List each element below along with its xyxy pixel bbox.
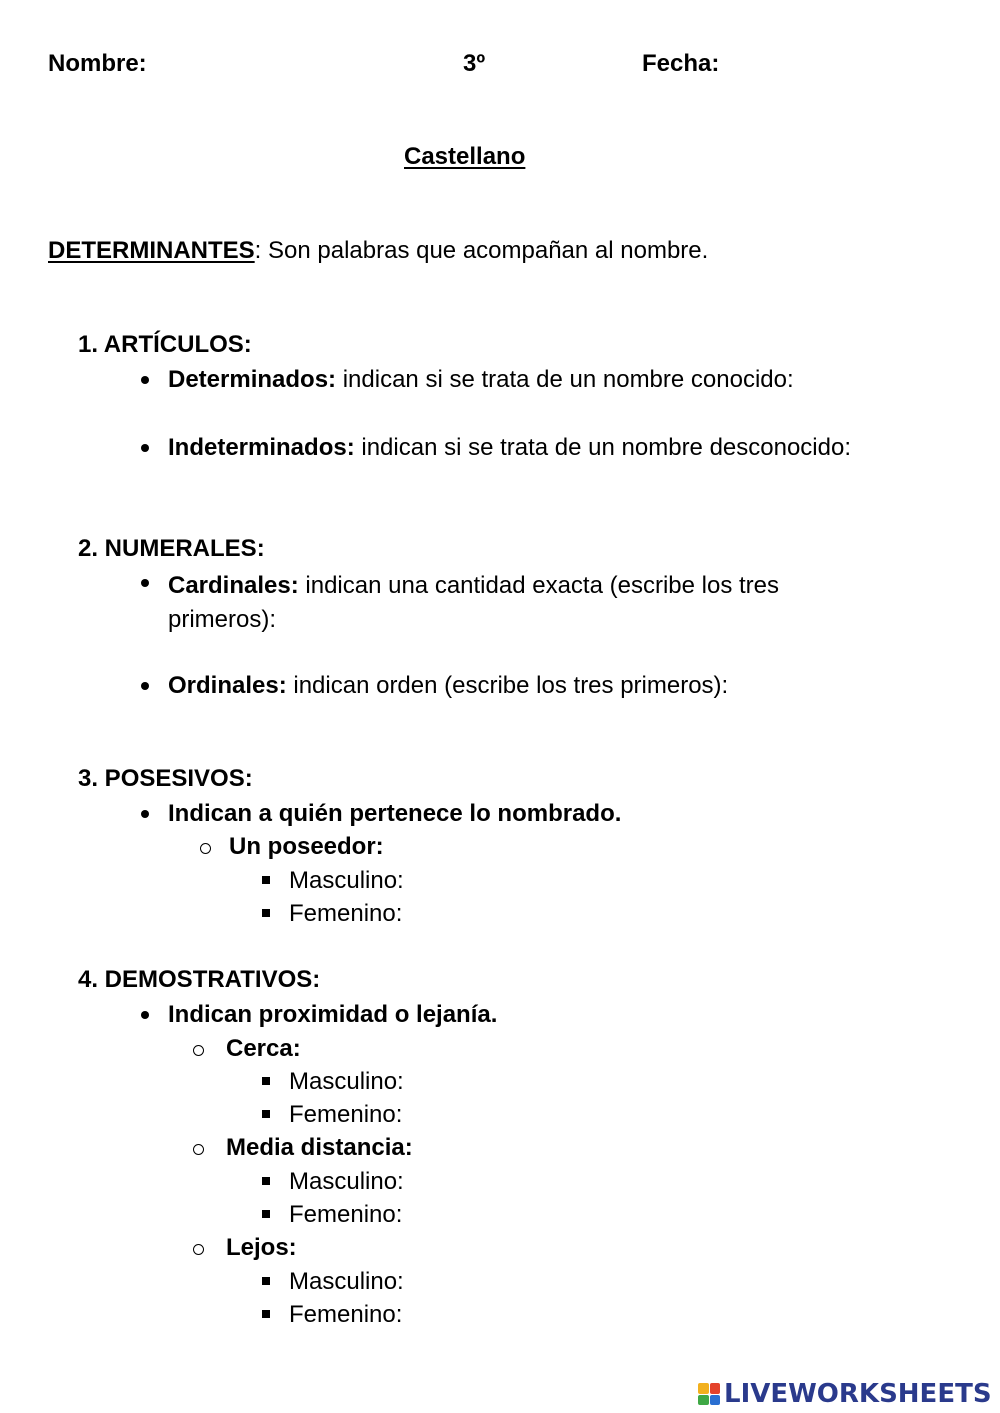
name-label: Nombre: (48, 50, 147, 77)
watermark-text: LIVEWORKSHEETS (724, 1379, 992, 1409)
posesivos-masculino: Masculino: (289, 867, 404, 894)
lejos-femenino: Femenino: (289, 1301, 403, 1328)
demostrativos-lead: Indican proximidad o lejanía. (168, 1001, 498, 1028)
lejos-label: Lejos: (226, 1234, 297, 1261)
cerca-label: Cerca: (226, 1035, 301, 1062)
bullet-dot-icon (141, 1011, 149, 1019)
cerca-masculino: Masculino: (289, 1068, 404, 1095)
bullet-circle-icon (193, 1144, 204, 1155)
liveworksheets-mark-icon (698, 1383, 720, 1405)
bullet-dot-icon (141, 810, 149, 818)
section-heading-articulos: 1. ARTÍCULOS: (78, 331, 252, 358)
bullet-dot-icon (141, 444, 149, 452)
item-text: indican si se trata de un nombre desconocido: (354, 434, 852, 461)
bullet-square-icon (262, 1210, 270, 1218)
item-term: Cardinales: (168, 572, 299, 599)
lejos-masculino: Masculino: (289, 1268, 404, 1295)
intro-line (48, 237, 708, 265)
bullet-square-icon (262, 1077, 270, 1085)
item-text: indican orden (escribe los tres primeros): (286, 672, 729, 699)
bullet-circle-icon (193, 1244, 204, 1255)
media-masculino: Masculino: (289, 1168, 404, 1195)
cerca-femenino: Femenino: (289, 1101, 403, 1128)
bullet-square-icon (262, 1110, 270, 1118)
bullet-square-icon (262, 876, 270, 884)
page-title: Castellano (404, 143, 526, 170)
intro-term: DETERMINANTES (48, 237, 255, 264)
bullet-square-icon (262, 1310, 270, 1318)
item-term: Determinados: (168, 366, 337, 393)
bullet-circle-icon (193, 1045, 204, 1056)
list-item-ordinales (168, 672, 728, 700)
posesivos-lead: Indican a quién pertenece lo nombrado. (168, 800, 622, 827)
bullet-dot-icon (141, 579, 149, 587)
grade-label: 3º (463, 50, 486, 77)
item-term: Ordinales: (168, 672, 287, 699)
liveworksheets-logo (698, 1378, 992, 1410)
date-label: Fecha: (642, 50, 720, 77)
list-item-determinados (168, 366, 794, 394)
posesivos-femenino: Femenino: (289, 900, 403, 927)
bullet-circle-icon (200, 843, 211, 854)
posesivos-sub-label: Un poseedor: (229, 833, 384, 860)
bullet-square-icon (262, 1277, 270, 1285)
item-term: Indeterminados: (168, 434, 355, 461)
media-femenino: Femenino: (289, 1201, 403, 1228)
bullet-square-icon (262, 909, 270, 917)
item-text: indican si se trata de un nombre conocido: (336, 366, 794, 393)
section-heading-posesivos: 3. POSESIVOS: (78, 765, 253, 792)
section-heading-demostrativos: 4. DEMOSTRATIVOS: (78, 966, 321, 993)
bullet-dot-icon (141, 682, 149, 690)
item-text: indican una cantidad exacta (escribe los tres primeros): (168, 572, 779, 633)
list-item-indeterminados (168, 434, 851, 462)
bullet-dot-icon (141, 376, 149, 384)
list-item-cardinales (168, 569, 868, 637)
intro-definition: : Son palabras que acompañan al nombre. (254, 237, 709, 264)
media-label: Media distancia: (226, 1134, 413, 1161)
section-heading-numerales: 2. NUMERALES: (78, 535, 265, 562)
bullet-square-icon (262, 1177, 270, 1185)
